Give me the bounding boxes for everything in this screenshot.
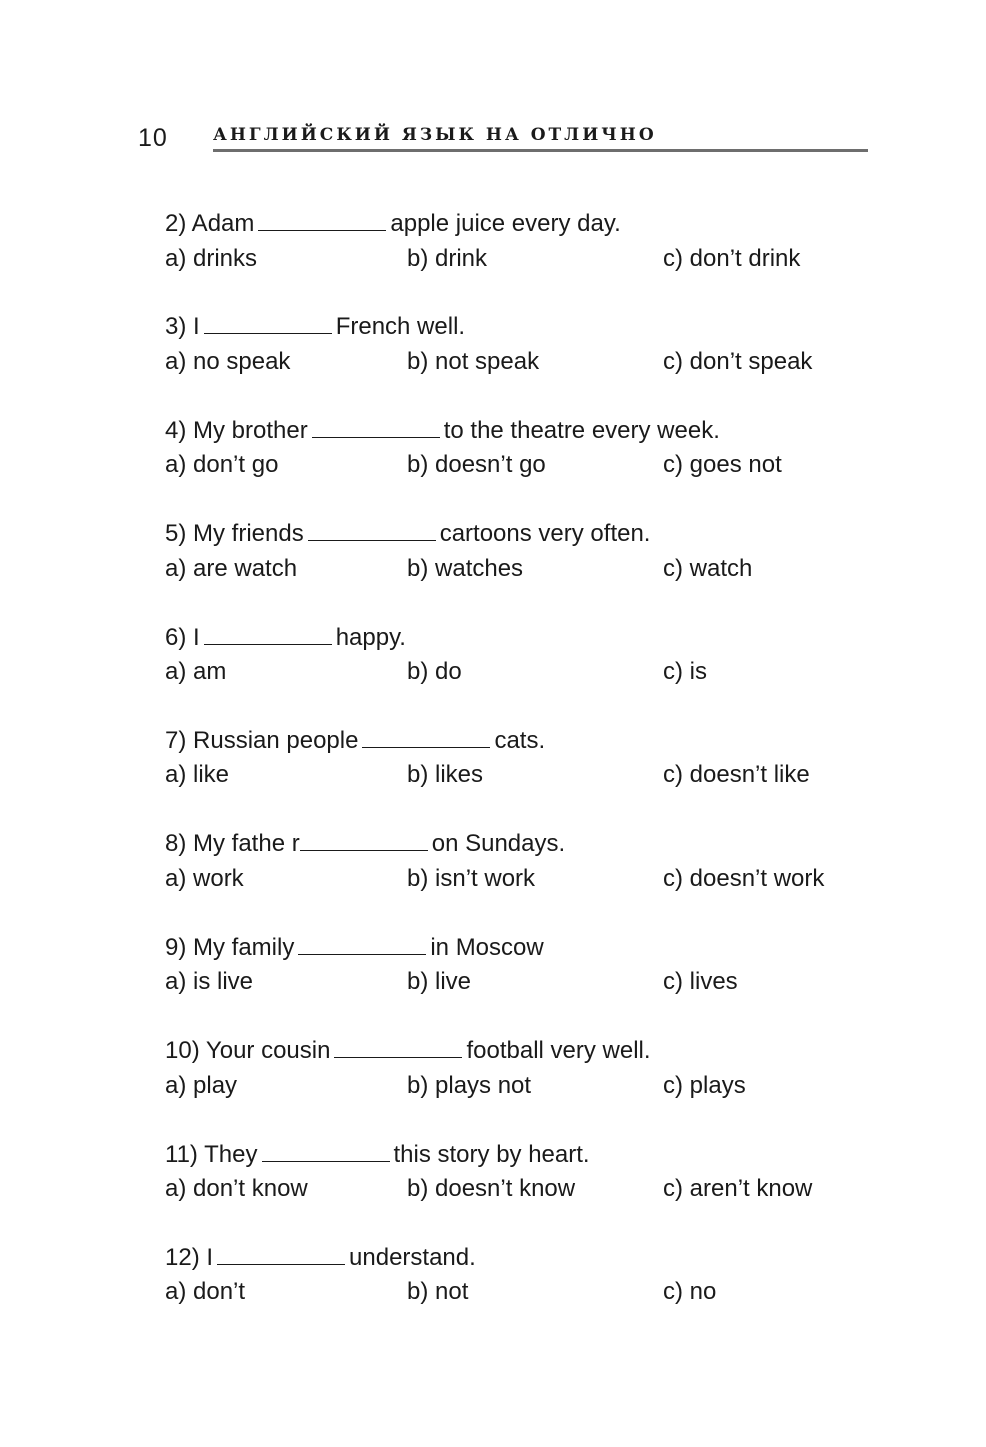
option-c: c) watch [663, 554, 753, 582]
option-a: a) drinks [165, 244, 258, 272]
option-a: a) no speak [165, 347, 291, 375]
question-stem [165, 310, 885, 345]
option-a: a) is live [165, 968, 254, 996]
running-title: АНГЛИЙСКИЙ ЯЗЫК НА ОТЛИЧНО [213, 125, 657, 145]
stem-before: 10) Your cousin [165, 1037, 331, 1065]
answer-options [165, 1275, 885, 1310]
question-list [165, 207, 885, 1344]
option-a: a) play [165, 1071, 238, 1099]
option-b: b) watches [407, 554, 524, 582]
option-a: a) don’t go [165, 451, 279, 479]
answer-blank [217, 1242, 345, 1265]
question-12 [165, 1241, 885, 1344]
answer-options [165, 345, 885, 380]
answer-options [165, 448, 885, 483]
option-b: b) doesn’t know [407, 1175, 576, 1203]
stem-after: to the theatre every week. [443, 416, 720, 444]
stem-after: understand. [349, 1243, 476, 1271]
option-c: c) no [663, 1278, 717, 1306]
option-c: c) doesn’t work [663, 864, 825, 892]
question-5 [165, 517, 885, 620]
question-9 [165, 931, 885, 1034]
question-stem [165, 517, 885, 552]
page-number: 10 [138, 124, 168, 152]
option-b: b) not [407, 1278, 469, 1306]
option-c: c) plays [663, 1071, 746, 1099]
question-6 [165, 621, 885, 724]
answer-options [165, 1172, 885, 1207]
option-b: b) not speak [407, 347, 540, 375]
stem-after: apple juice every day. [390, 210, 621, 237]
header-rule [213, 149, 868, 152]
question-stem [165, 1241, 885, 1276]
stem-after: in Moscow [430, 933, 544, 961]
option-a: a) like [165, 761, 230, 789]
stem-after: cartoons very often. [439, 520, 651, 548]
stem-after: cats. [494, 726, 546, 754]
answer-options [165, 965, 885, 1000]
question-stem [165, 207, 885, 242]
answer-blank [334, 1035, 462, 1058]
option-b: b) do [407, 658, 462, 686]
answer-blank [308, 518, 436, 541]
answer-options [165, 758, 885, 793]
option-b: b) isn’t work [407, 864, 536, 892]
question-2 [165, 207, 885, 310]
option-b: b) drink [407, 244, 488, 272]
stem-after: happy. [335, 623, 406, 651]
answer-blank [204, 311, 332, 334]
option-c: c) aren’t know [663, 1175, 813, 1203]
stem-before: 5) My friends [165, 520, 304, 548]
question-7 [165, 724, 885, 827]
answer-blank [258, 208, 386, 231]
option-a: a) don’t [165, 1278, 246, 1306]
stem-after: this story by heart. [393, 1140, 590, 1168]
question-stem [165, 621, 885, 656]
option-c: c) is [663, 658, 707, 686]
option-b: b) doesn’t go [407, 451, 546, 479]
stem-before: 11) They [165, 1140, 258, 1168]
answer-options [165, 1069, 885, 1104]
answer-blank [362, 725, 490, 748]
question-4 [165, 414, 885, 517]
answer-blank [262, 1139, 390, 1162]
question-stem [165, 414, 885, 449]
option-c: c) don’t drink [663, 244, 801, 272]
answer-options [165, 552, 885, 587]
option-a: a) work [165, 864, 244, 892]
stem-before: 6) I [165, 623, 200, 651]
stem-before: 2) Adam [165, 210, 255, 237]
question-stem [165, 1138, 885, 1173]
stem-before: 12) I [165, 1243, 214, 1271]
question-stem [165, 1034, 885, 1069]
answer-options [165, 655, 885, 690]
answer-blank [300, 828, 428, 851]
question-11 [165, 1138, 885, 1241]
stem-before: 4) My brother [165, 416, 308, 444]
option-c: c) lives [663, 968, 738, 996]
option-b: b) live [407, 968, 472, 996]
question-10 [165, 1034, 885, 1137]
question-stem [165, 827, 885, 862]
question-stem [165, 724, 885, 759]
stem-before: 9) My family [165, 933, 295, 961]
stem-after: football very well. [466, 1037, 651, 1065]
stem-after: French well. [335, 313, 466, 341]
stem-before: 7) Russian people [165, 726, 359, 754]
stem-before: 8) My fathe r [165, 830, 300, 858]
answer-blank [204, 622, 332, 645]
option-c: c) don’t speak [663, 347, 813, 375]
option-a: a) am [165, 658, 227, 686]
question-stem [165, 931, 885, 966]
stem-after: on Sundays. [431, 830, 566, 858]
answer-options [165, 862, 885, 897]
stem-before: 3) I [165, 313, 200, 341]
answer-options [165, 242, 885, 277]
question-8 [165, 827, 885, 930]
option-a: a) don’t know [165, 1175, 308, 1203]
option-b: b) likes [407, 761, 484, 789]
answer-blank [312, 415, 440, 438]
question-3 [165, 310, 885, 413]
answer-blank [298, 932, 426, 955]
option-a: a) are watch [165, 554, 298, 582]
option-b: b) plays not [407, 1071, 532, 1099]
option-c: c) doesn’t like [663, 761, 810, 789]
option-c: c) goes not [663, 451, 782, 479]
